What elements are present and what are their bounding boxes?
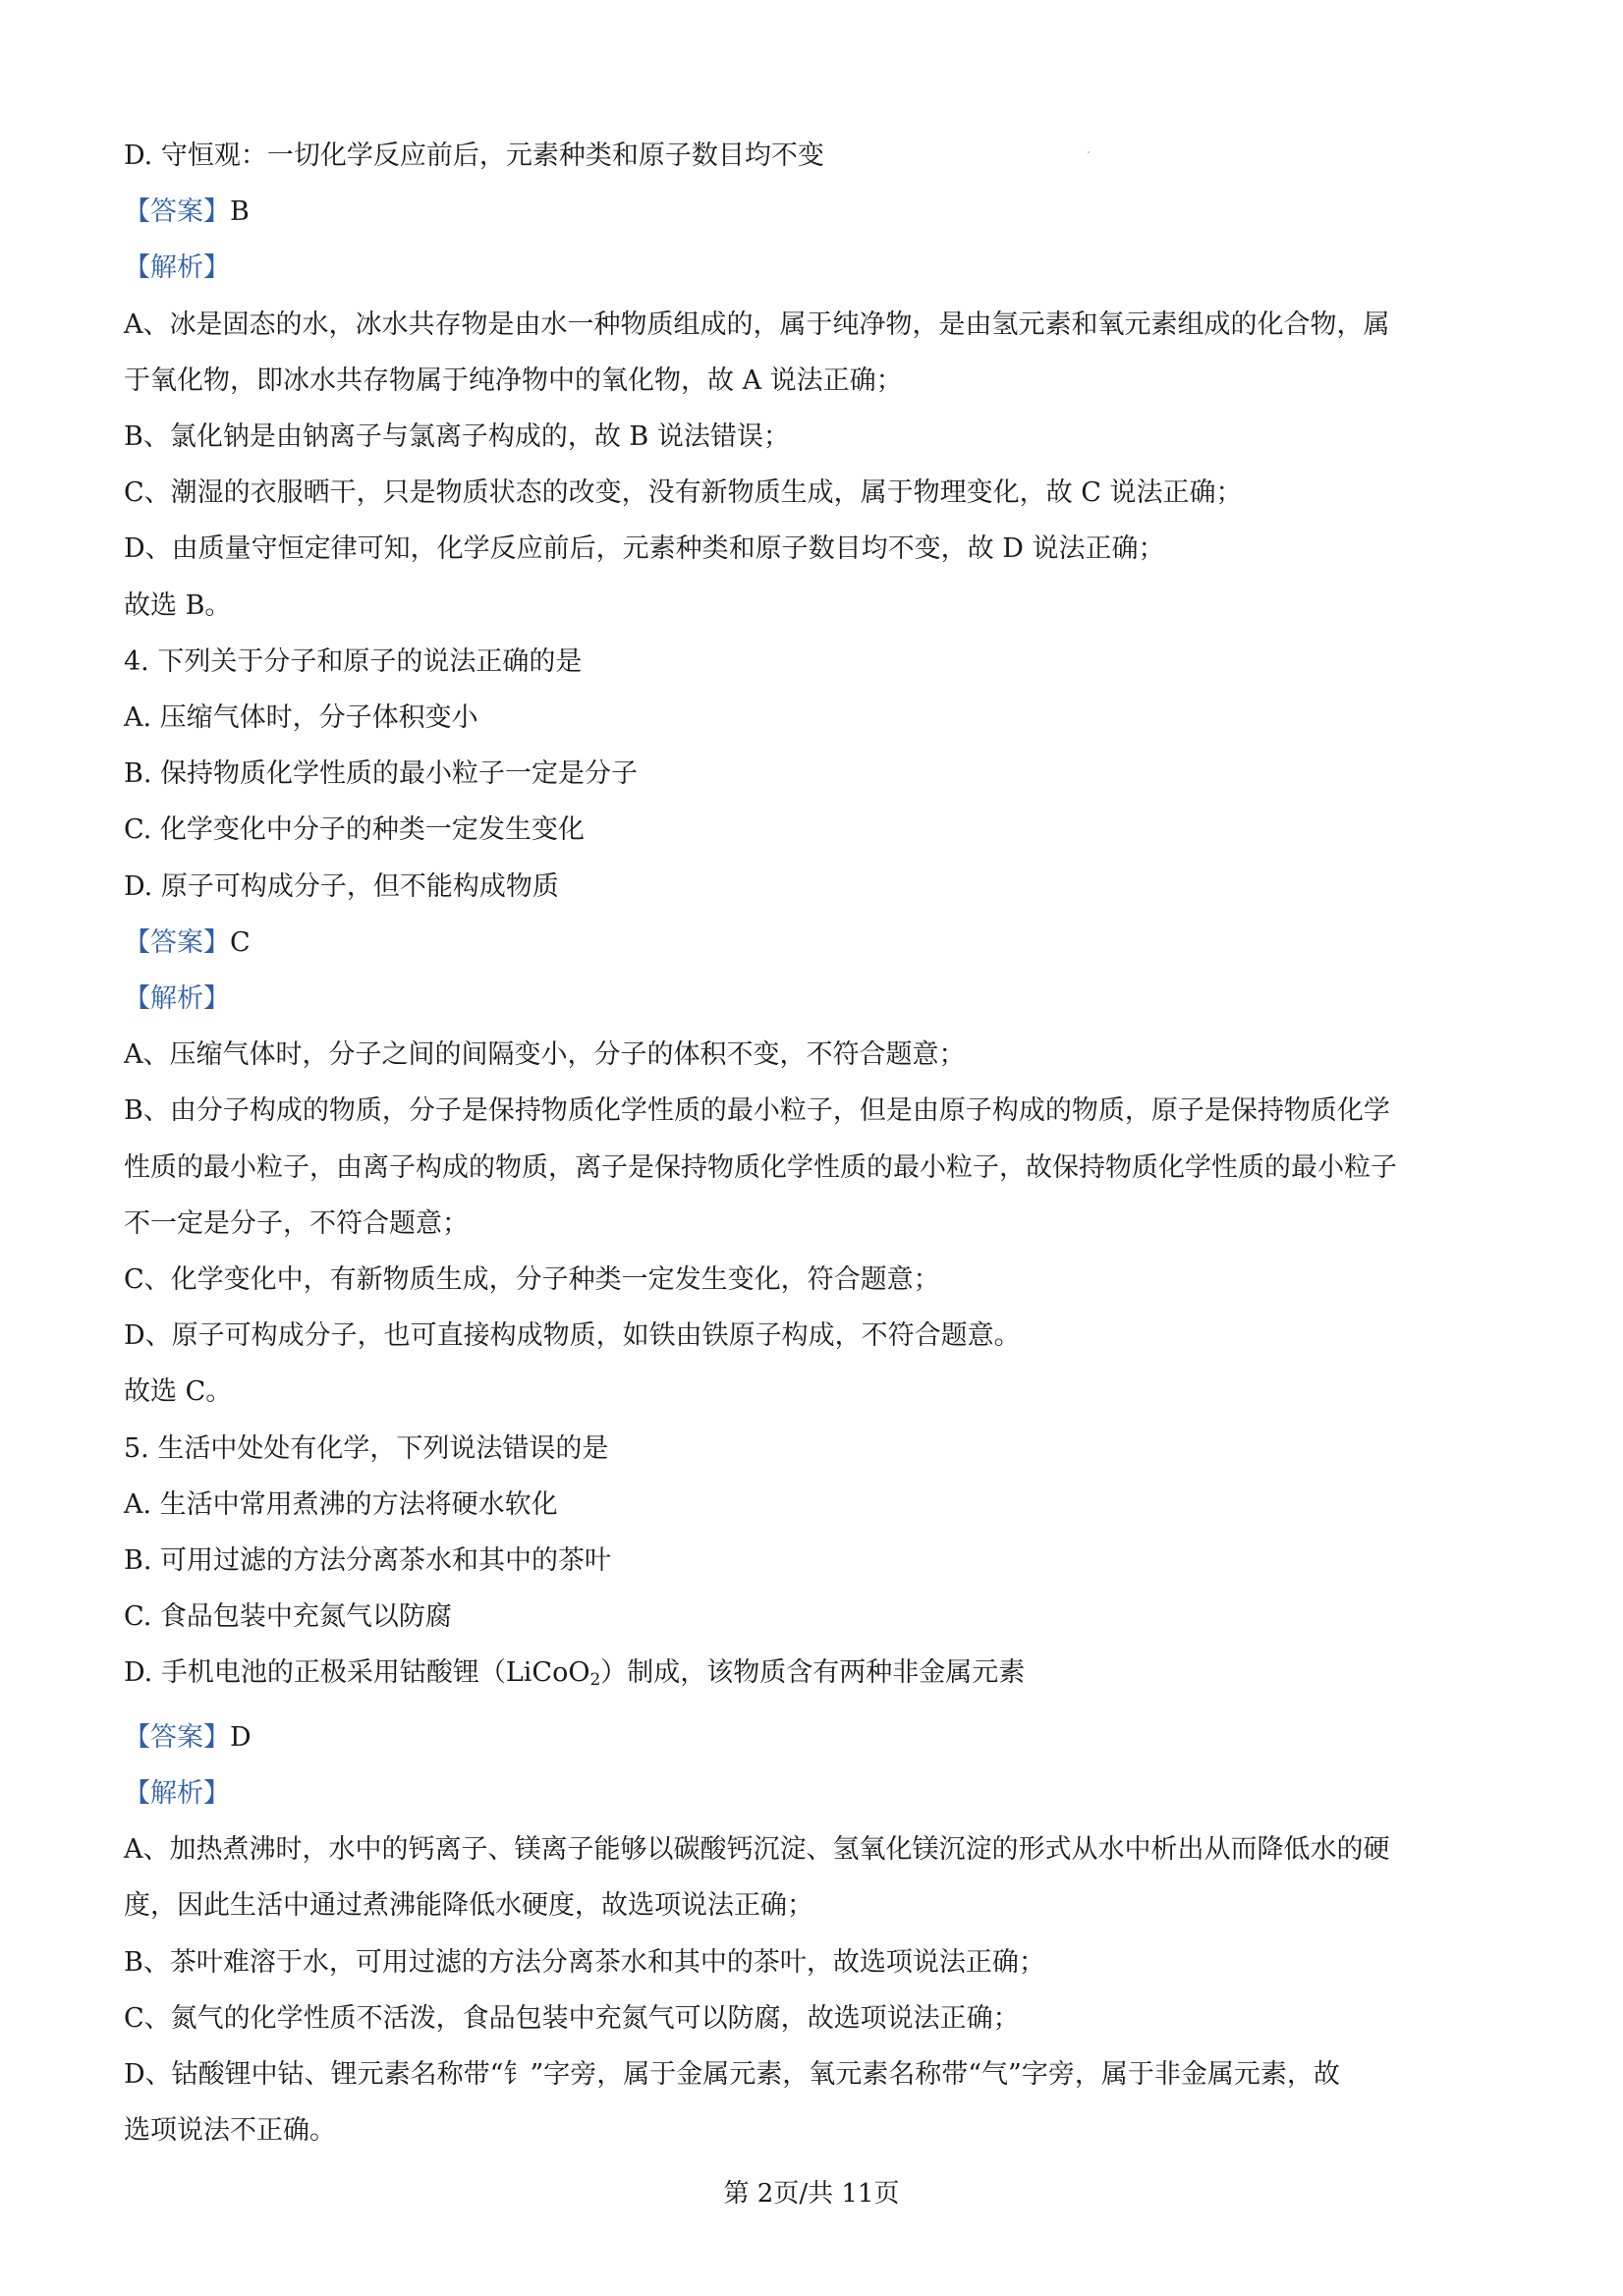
answer-label: 【答案】 <box>124 196 230 228</box>
analysis-line: A、压缩气体时，分子之间的间隔变小，分子的体积不变，不符合题意； <box>124 1039 966 1071</box>
answer-value: D <box>230 1721 252 1753</box>
q4-option: D. 原子可构成分子，但不能构成物质 <box>124 870 559 902</box>
page-footer: 第 2页/共 11页 <box>723 2179 900 2209</box>
analysis-line: 于氧化物，即冰水共存物属于纯净物中的氧化物，故 A 说法正确； <box>124 364 903 396</box>
q3-option-d: D. 守恒观：一切化学反应前后，元素种类和原子数目均不变 <box>124 140 824 171</box>
analysis-line: D、由质量守恒定律可知，化学反应前后，元素种类和原子数目均不变，故 D 说法正确； <box>124 533 1165 565</box>
q5-option-d-text-rest: ）制成，该物质含有两种非金属元素 <box>600 1657 1026 1689</box>
q5-option: B. 可用过滤的方法分离茶水和其中的茶叶 <box>124 1545 612 1577</box>
q4-option: C. 化学变化中分子的种类一定发生变化 <box>124 814 585 846</box>
analysis-line: 不一定是分子，不符合题意； <box>124 1207 469 1239</box>
q4-answer <box>124 915 1519 971</box>
q3-answer <box>124 184 1519 240</box>
page-content <box>124 128 1519 2158</box>
analysis-line: 故选 C。 <box>124 1376 233 1408</box>
analysis-line: D、钴酸锂中钴、锂元素名称带“钅”字旁，属于金属元素，氧元素名称带“气”字旁，属于非金属元素，故 <box>124 2058 1340 2090</box>
answer-label: 【答案】 <box>124 1721 230 1753</box>
analysis-line: 选项说法不正确。 <box>124 2115 336 2147</box>
q5-analysis-label: 【解析】 <box>124 1777 230 1809</box>
analysis-line: B、茶叶难溶于水，可用过滤的方法分离茶水和其中的茶叶，故选项说法正确； <box>124 1946 1045 1978</box>
analysis-line: A、加热煮沸时，水中的钙离子、镁离子能够以碳酸钙沉淀、氢氧化镁沉淀的形式从水中析出从而降低水的硬 <box>124 1834 1390 1866</box>
q5-answer <box>124 1709 1519 1765</box>
analysis-line: D、原子可构成分子，也可直接构成物质，如铁由铁原子构成，不符合题意。 <box>124 1320 1021 1352</box>
q4-option: A. 压缩气体时，分子体积变小 <box>124 702 478 734</box>
analysis-line: A、冰是固态的水，冰水共存物是由水一种物质组成的，属于纯净物，是由氢元素和氧元素组成的化合物，属 <box>124 308 1390 340</box>
analysis-line: 度，因此生活中通过煮沸能降低水硬度，故选项说法正确； <box>124 1890 813 1922</box>
analysis-line: 性质的最小粒子，由离子构成的物质，离子是保持物质化学性质的最小粒子，故保持物质化学性质的最小粒子 <box>124 1151 1397 1183</box>
answer-label: 【答案】 <box>124 926 230 958</box>
analysis-line: C、潮湿的衣服晒干，只是物质状态的改变，没有新物质生成，属于物理变化，故 C 说法正确； <box>124 477 1243 509</box>
q5-stem: 5. 生活中处处有化学，下列说法错误的是 <box>124 1432 609 1464</box>
q3-analysis-label: 【解析】 <box>124 252 230 284</box>
analysis-line: B、由分子构成的物质，分子是保持物质化学性质的最小粒子，但是由原子构成的物质，原子是保持物质化学 <box>124 1095 1390 1127</box>
q4-analysis-label: 【解析】 <box>124 983 230 1015</box>
answer-value: B <box>230 196 250 228</box>
analysis-line: 故选 B。 <box>124 589 232 621</box>
analysis-line: C、化学变化中，有新物质生成，分子种类一定发生变化，符合题意； <box>124 1264 940 1296</box>
q5-option: A. 生活中常用煮沸的方法将硬水软化 <box>124 1488 558 1520</box>
q4-stem: 4. 下列关于分子和原子的说法正确的是 <box>124 645 583 677</box>
q5-option-d <box>124 1645 1519 1708</box>
q5-option-d-text: D. 手机电池的正极采用钴酸锂（LiCoO <box>124 1657 590 1689</box>
q4-option: B. 保持物质化学性质的最小粒子一定是分子 <box>124 758 639 790</box>
q5-option: C. 食品包装中充氮气以防腐 <box>124 1601 452 1633</box>
answer-value: C <box>230 926 251 958</box>
subscript: 2 <box>589 1670 601 1691</box>
analysis-line: B、氯化钠是由钠离子与氯离子构成的，故 B 说法错误； <box>124 421 790 453</box>
analysis-line: C、氮气的化学性质不活泼，食品包装中充氮气可以防腐，故选项说法正确； <box>124 2002 1020 2034</box>
